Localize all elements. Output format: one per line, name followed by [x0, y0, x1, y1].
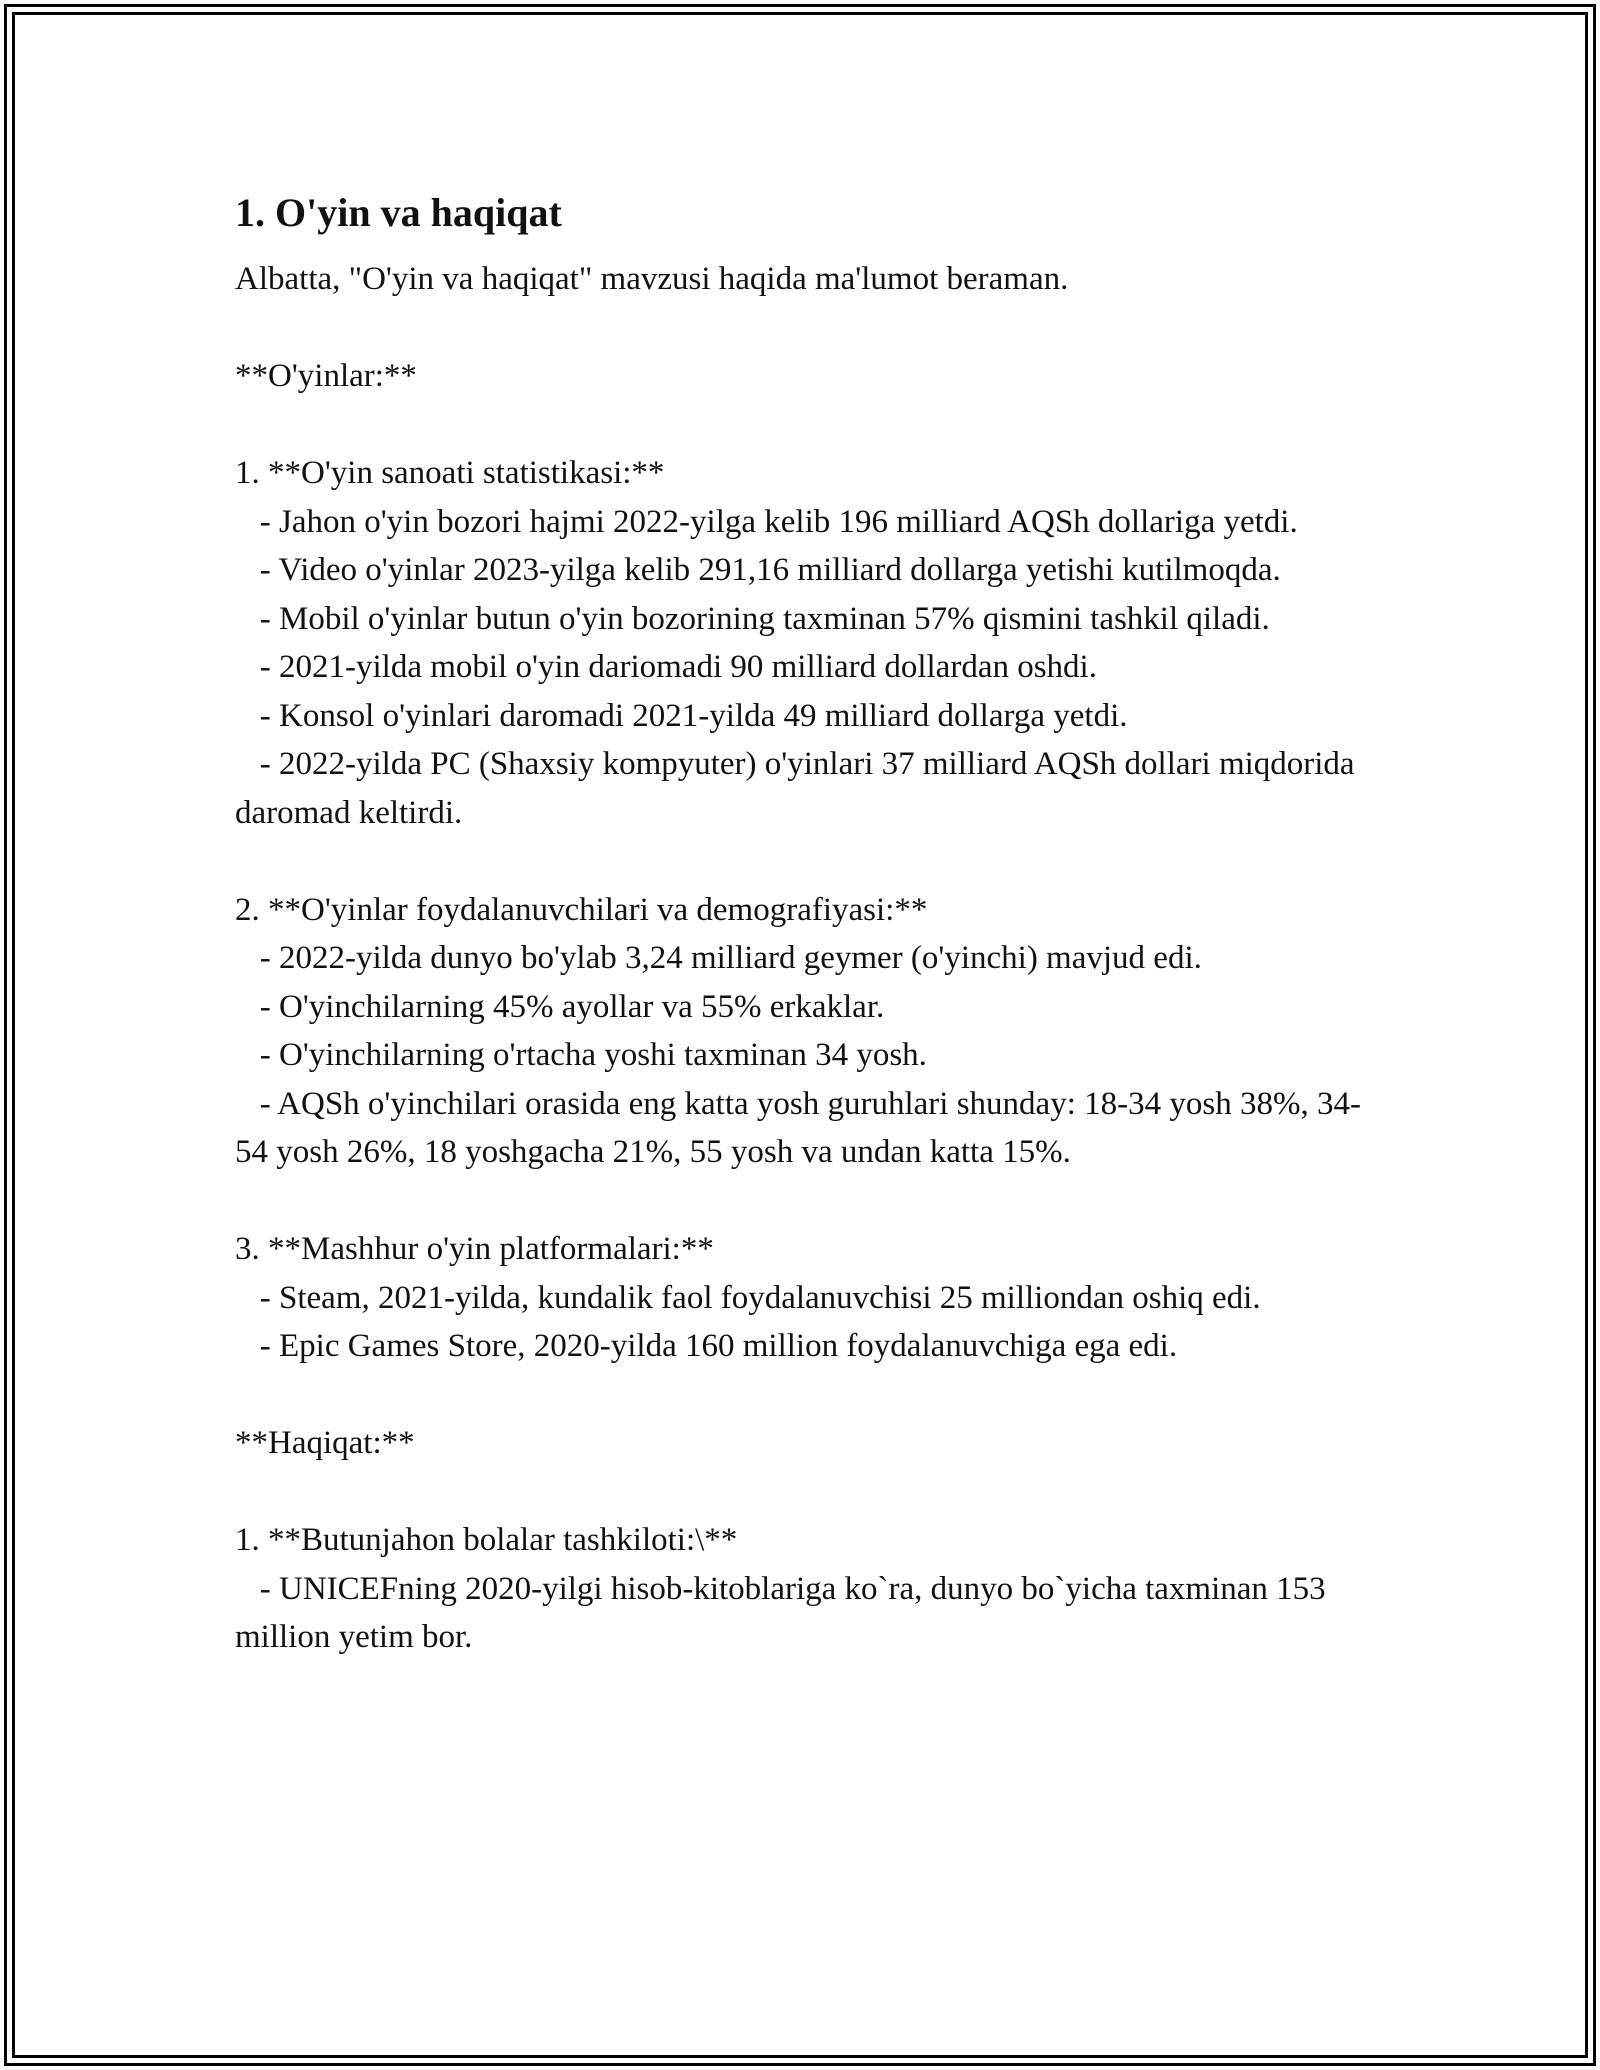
document-content [235, 185, 1365, 1662]
document-title: 1. O'yin va haqiqat [235, 190, 562, 235]
document-body: Albatta, "O'yin va haqiqat" mavzusi haqida ma'lumot beraman. **O'yinlar:** 1. **O'yin sanoati statistikasi:** - Jahon o'yin bozori hajmi 2022-yilga kelib 196 milliard AQSh dollariga yetdi. - Video o'yinlar 2023-yilga kelib 291,16 milliard dollarga yetishi kutilmoqda. - Mobil o'yinlar butun o'yin bozorining taxminan 57% qismini tashkil qiladi. - 2021-yilda mobil o'yin dariomadi 90 milliard dollardan oshdi. - Konsol o'yinlari daromadi 2021-yilda 49 milliard dollarga yetdi. - 2022-yilda PC (Shaxsiy kompyuter) o'yinlari 37 milliard AQSh dollari miqdorida daromad keltirdi. 2. **O'yinlar foydalanuvchilari va demografiyasi:** - 2022-yilda dunyo bo'ylab 3,24 milliard geymer (o'yinchi) mavjud edi. - O'yinchilarning 45% ayollar va 55% erkaklar. - O'yinchilarning o'rtacha yoshi taxminan 34 yosh. - AQSh o'yinchilari orasida eng katta yosh guruhlari shunday: 18-34 yosh 38%, 34-54 yosh 26%, 18 yoshgacha 21%, 55 yosh va undan katta 15%. 3. **Mashhur o'yin platformalari:** - Steam, 2021-yilda, kundalik faol foydalanuvchisi 25 milliondan oshiq edi. - Epic Games Store, 2020-yilda 160 million foydalanuvchiga ega edi. **Haqiqat:** 1. **Butunjahon bolalar tashkiloti:\** - UNICEFning 2020-yilgi hisob-kitoblariga ko`ra, dunyo bo`yicha taxminan 153 million yetim bor. [235, 261, 1361, 1655]
